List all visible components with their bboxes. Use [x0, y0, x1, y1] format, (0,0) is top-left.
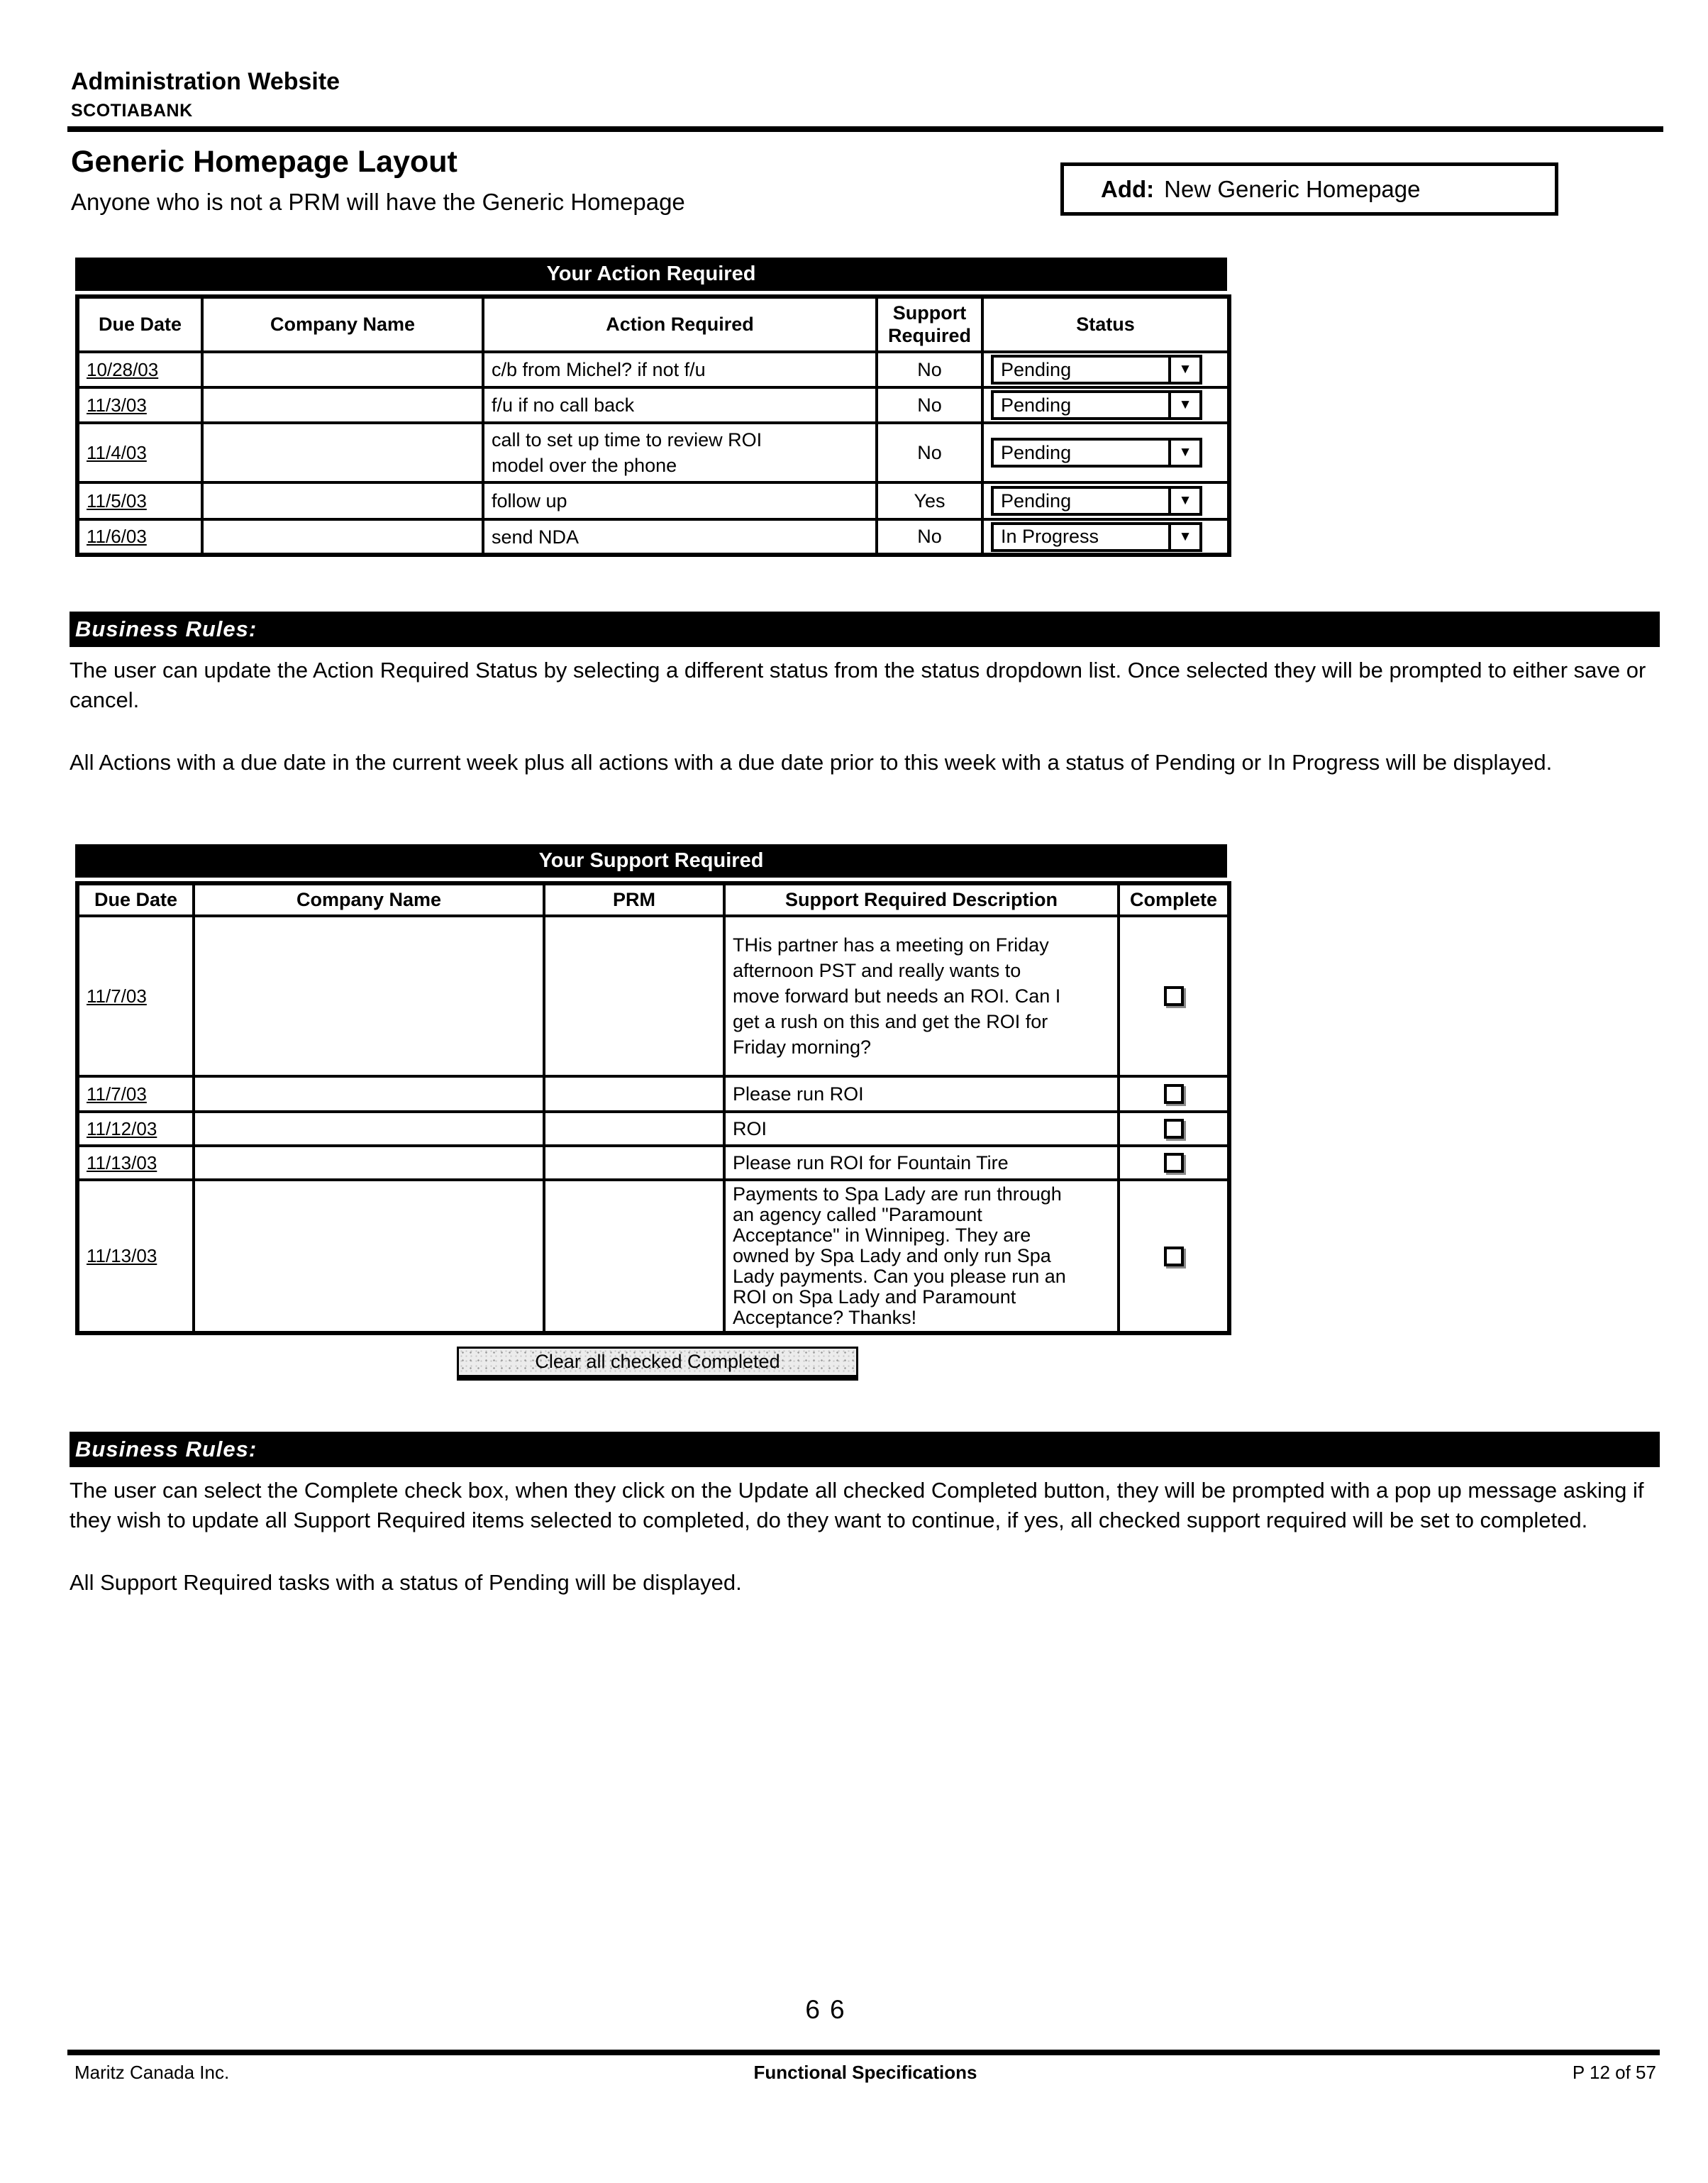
action-required-section [75, 258, 1227, 557]
add-button-label: New Generic Homepage [1164, 175, 1421, 202]
prm-cell [544, 1146, 724, 1180]
business-rules-label: Business Rules: [75, 617, 257, 641]
business-rules-section-2 [70, 1432, 1660, 1598]
col-header-due-date: Due Date [77, 883, 194, 916]
complete-checkbox[interactable] [1164, 1247, 1184, 1266]
support-table-header-row [77, 883, 1229, 916]
company-name-cell [202, 519, 483, 555]
support-table-row [77, 1112, 1229, 1146]
support-required-cell: No [877, 423, 982, 482]
action-table-row [77, 423, 1229, 482]
business-rule-paragraph: The user can update the Action Required Status by selecting a different status from the status dropdown list. Once selected they will be prompted to either save or cancel. [70, 658, 1646, 712]
dropdown-arrow-icon[interactable]: ▼ [1168, 358, 1199, 382]
footer-document-title: Functional Specifications [753, 2062, 977, 2083]
due-date-link[interactable]: 11/4/03 [87, 441, 147, 463]
company-name-cell [194, 916, 544, 1076]
status-selected-value: Pending [1001, 441, 1072, 463]
action-table-title: Your Action Required [546, 262, 756, 285]
support-table-row [77, 1076, 1229, 1112]
action-table-row [77, 482, 1229, 519]
col-header-complete: Complete [1119, 883, 1229, 916]
page-title: Generic Homepage Layout [71, 145, 458, 179]
col-header-support-required-description: Support Required Description [724, 883, 1119, 916]
support-table [75, 881, 1231, 1335]
col-header-prm: PRM [544, 883, 724, 916]
business-rules-label: Business Rules: [75, 1437, 257, 1461]
dropdown-arrow-icon[interactable]: ▼ [1168, 441, 1199, 465]
business-rule-paragraph: All Actions with a due date in the current week plus all actions with a due date prior to this week with a status of Pending or In Progress will be displayed. [70, 750, 1553, 775]
action-table [75, 294, 1231, 557]
business-rule-paragraph: All Support Required tasks with a status of Pending will be displayed. [70, 1570, 742, 1595]
dropdown-arrow-icon[interactable]: ▼ [1168, 489, 1199, 513]
dropdown-arrow-icon[interactable]: ▼ [1168, 393, 1199, 417]
support-description-cell: Payments to Spa Lady are run through an agency called "Paramount Acceptance" in Winnipeg. They are owned by Spa Lady and only run Spa Lady payments. Can you please run an ROI on Spa Lady and Paramount Acceptance? Thanks! [724, 1180, 1119, 1333]
due-date-link[interactable]: 11/7/03 [87, 985, 147, 1007]
col-header-support-required: Support Required [877, 297, 982, 352]
due-date-link[interactable]: 11/12/03 [87, 1117, 157, 1139]
support-description-cell: ROI [724, 1112, 1119, 1146]
company-name-cell [202, 423, 483, 482]
due-date-link[interactable]: 11/13/03 [87, 1245, 157, 1266]
footer-page-indicator: P 12 of 57 [1572, 2062, 1656, 2083]
business-rules-bar [70, 1432, 1660, 1467]
status-selected-value: Pending [1001, 358, 1072, 380]
col-header-company-name: Company Name [194, 883, 544, 916]
footer-divider [67, 2050, 1660, 2055]
status-dropdown[interactable] [991, 390, 1202, 420]
action-required-cell: f/u if no call back [483, 387, 877, 423]
page-number: 66 [805, 1995, 855, 2024]
footer [74, 2062, 1656, 2084]
action-table-header-row [77, 297, 1229, 352]
business-rules-section-1 [70, 612, 1660, 778]
support-required-cell: No [877, 387, 982, 423]
support-table-title: Your Support Required [538, 849, 764, 872]
col-header-action-required: Action Required [483, 297, 877, 352]
company-name-cell [194, 1076, 544, 1112]
add-new-generic-homepage-button[interactable] [1060, 162, 1558, 216]
col-header-company-name: Company Name [202, 297, 483, 352]
company-name-cell [202, 387, 483, 423]
action-required-cell: follow up [483, 482, 877, 519]
add-button-prefix: Add: [1101, 175, 1155, 202]
status-dropdown[interactable] [991, 486, 1202, 516]
action-required-cell: send NDA [483, 519, 877, 555]
due-date-link[interactable]: 10/28/03 [87, 358, 159, 380]
support-required-section [75, 844, 1227, 1335]
support-table-row [77, 916, 1229, 1076]
due-date-link[interactable]: 11/5/03 [87, 490, 147, 512]
col-header-due-date: Due Date [77, 297, 202, 352]
dropdown-arrow-icon[interactable]: ▼ [1168, 525, 1199, 549]
support-table-title-bar [75, 844, 1227, 878]
prm-cell [544, 1076, 724, 1112]
page-subtitle: Anyone who is not a PRM will have the Generic Homepage [71, 189, 685, 215]
status-dropdown[interactable] [991, 355, 1202, 385]
action-table-title-bar [75, 258, 1227, 291]
due-date-link[interactable]: 11/7/03 [87, 1083, 147, 1105]
due-date-link[interactable]: 11/3/03 [87, 394, 147, 416]
prm-cell [544, 1112, 724, 1146]
action-table-row [77, 519, 1229, 555]
doc-header-subtitle: SCOTIABANK [71, 101, 193, 121]
doc-header-title: Administration Website [71, 68, 340, 95]
status-selected-value: Pending [1001, 394, 1072, 416]
clear-button-label: Clear all checked Completed [535, 1351, 780, 1372]
status-dropdown[interactable] [991, 522, 1202, 552]
support-description-cell: Please run ROI [724, 1076, 1119, 1112]
company-name-cell [202, 352, 483, 387]
business-rules-bar [70, 612, 1660, 647]
action-required-cell: c/b from Michel? if not f/u [483, 352, 877, 387]
support-required-cell: No [877, 352, 982, 387]
complete-checkbox[interactable] [1164, 986, 1184, 1006]
footer-company: Maritz Canada Inc. [74, 2062, 230, 2083]
support-table-row [77, 1180, 1229, 1333]
status-dropdown[interactable] [991, 438, 1202, 468]
action-table-row [77, 387, 1229, 423]
clear-all-checked-completed-button[interactable] [457, 1347, 858, 1381]
complete-checkbox[interactable] [1164, 1084, 1184, 1104]
support-table-row [77, 1146, 1229, 1180]
due-date-link[interactable]: 11/13/03 [87, 1151, 157, 1173]
prm-cell [544, 1180, 724, 1333]
company-name-cell [194, 1112, 544, 1146]
status-selected-value: In Progress [1001, 526, 1099, 547]
business-rule-paragraph: The user can select the Complete check box, when they click on the Update all checked Completed button, they will be prompted with a pop up message asking if they wish to update all Support Required items selected to completed, do they want to continue, if yes, all checked support required will be set to completed. [70, 1478, 1644, 1532]
action-table-row [77, 352, 1229, 387]
support-required-cell: Yes [877, 482, 982, 519]
status-selected-value: Pending [1001, 490, 1072, 512]
action-required-cell: call to set up time to review ROI model over the phone [483, 423, 877, 482]
header-divider [67, 126, 1663, 132]
support-description-cell: THis partner has a meeting on Friday afternoon PST and really wants to move forward but needs an ROI. Can I get a rush on this and get the ROI for Friday morning? [724, 916, 1119, 1076]
complete-checkbox[interactable] [1164, 1119, 1184, 1139]
support-description-cell: Please run ROI for Fountain Tire [724, 1146, 1119, 1180]
complete-checkbox[interactable] [1164, 1153, 1184, 1173]
col-header-status: Status [982, 297, 1229, 352]
prm-cell [544, 916, 724, 1076]
company-name-cell [194, 1146, 544, 1180]
due-date-link[interactable]: 11/6/03 [87, 526, 147, 547]
support-required-cell: No [877, 519, 982, 555]
company-name-cell [194, 1180, 544, 1333]
company-name-cell [202, 482, 483, 519]
